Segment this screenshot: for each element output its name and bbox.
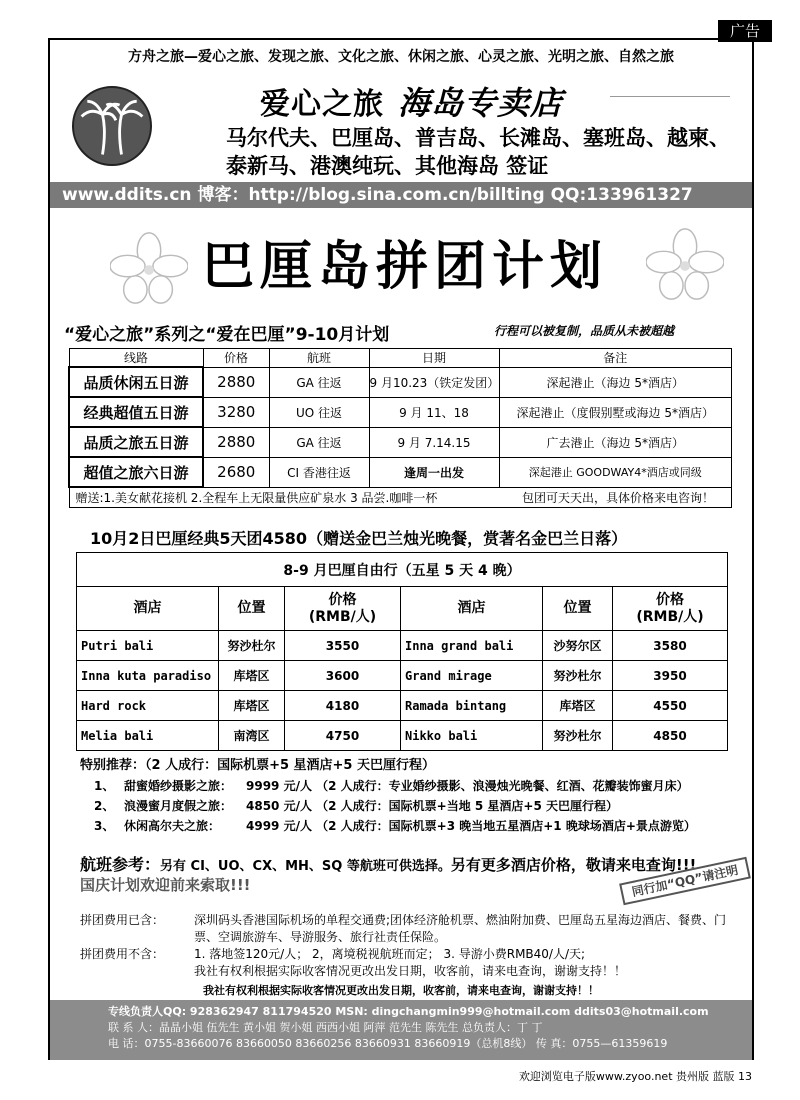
col-price: 价格 <box>203 349 269 368</box>
rights-notice: 我社有权利根据实际收客情况更改出发日期，收客前，请来电查询，谢谢支持！！ <box>203 984 599 997</box>
route-flight: UO 往返 <box>269 397 369 427</box>
hotel-location: 南湾区 <box>219 721 285 751</box>
hotel-location: 努沙杜尔 <box>543 721 613 751</box>
store-title <box>260 78 563 124</box>
col-route: 线路 <box>69 349 203 368</box>
route-flight: CI 香港往返 <box>269 457 369 487</box>
hotel-name: Hard rock <box>77 691 219 721</box>
flower-icon <box>110 232 188 304</box>
fees-section <box>80 912 740 980</box>
hotel-price: 4180 <box>285 691 401 721</box>
fee-excluded <box>80 946 740 980</box>
price-label: 价格 <box>328 591 357 608</box>
route-price: 2880 <box>203 367 269 397</box>
table-row <box>77 691 728 721</box>
hotel-location: 努沙杜尔 <box>219 631 285 661</box>
page-footer: 欢迎浏览电子版www.zyoo.net 贵州版 蓝版 13 <box>518 1070 752 1083</box>
route-price: 2880 <box>203 427 269 457</box>
ad-tag: 广告 <box>718 20 772 42</box>
tour-table-header <box>69 349 732 368</box>
url-bar: www.ddits.cn 博客：http://blog.sina.com.cn/billting QQ:133961327 <box>50 182 752 208</box>
plan-heading: “爱心之旅”系列之“爱在巴厘”9-10月计划 <box>64 325 390 345</box>
hotel-name: Putri bali <box>77 631 219 661</box>
hotel-table-caption-row <box>77 553 728 587</box>
flower-icon <box>646 228 724 300</box>
col-price <box>613 587 728 631</box>
item-index: 1、 <box>94 779 115 793</box>
route-flight: GA 往返 <box>269 367 369 397</box>
flight-reference <box>80 852 696 875</box>
hotel-name: Ramada bintang <box>401 691 543 721</box>
hotel-name: Inna kuta paradiso <box>77 661 219 691</box>
hotel-price: 3550 <box>285 631 401 661</box>
hotel-name: Inna grand bali <box>401 631 543 661</box>
hotel-price: 3950 <box>613 661 728 691</box>
fee-text: 深圳码头香港国际机场的单程交通费;团体经济舱机票、燃油附加费、巴厘岛五星海边酒店、餐费、门票、空调旅游车、导游服务、旅行社责任保险。 <box>194 913 727 944</box>
hotel-name: Melia bali <box>77 721 219 751</box>
table-row <box>77 661 728 691</box>
route-remark: 深起港止（海边 5*酒店） <box>499 367 732 397</box>
list-item <box>80 776 740 796</box>
table-row <box>69 397 732 427</box>
hotel-location: 库塔区 <box>219 661 285 691</box>
route-date: 9 月 11、18 <box>369 397 499 427</box>
item-label: 浪漫蜜月度假之旅： <box>124 799 233 813</box>
col-remark: 备注 <box>499 349 732 368</box>
route-remark: 深起港止（度假别墅或海边 5*酒店） <box>499 397 732 427</box>
fee-label: 拼团费用已含： <box>80 913 165 927</box>
gift-note: 包团可天天出，具体价格来电咨询！ <box>499 487 732 507</box>
list-item <box>80 796 740 816</box>
route-remark: 深起港止 GOODWAY4*酒店或同级 <box>499 457 732 487</box>
col-location: 位置 <box>543 587 613 631</box>
gift-text: 赠送:1.美女献花接机 2.全程车上无限量供应矿泉水 3 品尝.咖啡一杯 <box>69 487 499 507</box>
item-text: 4850 元/人 （2 人成行：国际机票+当地 5 星酒店+5 天巴厘行程） <box>246 799 619 813</box>
hotel-name: Grand mirage <box>401 661 543 691</box>
hotel-name: Nikko bali <box>401 721 543 751</box>
price-label: 价格 <box>656 591 684 608</box>
route-flight: GA 往返 <box>269 427 369 457</box>
item-label: 休闲高尔夫之旅： <box>124 819 221 833</box>
fee-text-block <box>194 946 740 980</box>
hotel-price: 4550 <box>613 691 728 721</box>
hotel-location: 努沙杜尔 <box>543 661 613 691</box>
col-flight: 航班 <box>269 349 369 368</box>
hotel-price: 3580 <box>613 631 728 661</box>
col-hotel: 酒店 <box>401 587 543 631</box>
advert-frame <box>48 38 754 1060</box>
price-unit: (RMB/人) <box>308 608 377 625</box>
contact-qq: 专线负责人QQ: 928362947 811794520 MSN: dingchangmin999@hotmail.com ddits03@hotmail.com <box>108 1005 709 1018</box>
fee-text: 1. 落地签120元/人； 2，离境税视航班而定； 3. 导游小费RMB40/人/天; <box>194 947 586 961</box>
plan-note: 行程可以被复制，品质从未被超越 <box>494 324 675 338</box>
destinations: 马尔代夫、巴厘岛、普吉岛、长滩岛、塞班岛、越柬、泰新马、港澳纯玩、其他海岛 签证 <box>226 126 730 178</box>
route-name: 品质休闲五日游 <box>69 367 203 397</box>
title-divider <box>610 96 730 97</box>
route-date: 9 月 7.14.15 <box>369 427 499 457</box>
fee-label: 拼团费用不含： <box>80 947 165 961</box>
gift-row <box>69 487 732 507</box>
col-date: 日期 <box>369 349 499 368</box>
table-row <box>69 367 732 397</box>
route-price: 3280 <box>203 397 269 427</box>
table-row <box>77 721 728 751</box>
price-unit: (RMB/人) <box>636 608 704 625</box>
item-index: 3、 <box>94 819 115 833</box>
route-name: 品质之旅五日游 <box>69 427 203 457</box>
hotel-price: 3600 <box>285 661 401 691</box>
route-name: 超值之旅六日游 <box>69 457 203 487</box>
list-item <box>80 816 740 836</box>
table-row <box>77 631 728 661</box>
october-offer: 10月2日巴厘经典5天团4580（赠送金巴兰烛光晚餐，赏著名金巴兰日落） <box>90 529 628 548</box>
special-recommend <box>80 756 740 836</box>
route-date: 逢周一出发 <box>369 457 499 487</box>
flight-more: 另有更多酒店价格，敬请来电查询!!! <box>450 856 697 874</box>
route-price: 2680 <box>203 457 269 487</box>
contact-phones: 电 话：0755-83660076 83660050 83660256 83660931 83660919（总机8线） 传 真：0755—61359619 <box>108 1037 668 1050</box>
store-name-b: 海岛专卖店 <box>398 84 564 122</box>
hotel-location: 沙努尔区 <box>543 631 613 661</box>
qq-stamp: 同行加“QQ”请注明 <box>619 857 751 906</box>
route-remark: 广去港止（海边 5*酒店） <box>499 427 732 457</box>
col-location: 位置 <box>219 587 285 631</box>
col-price <box>285 587 401 631</box>
table-row <box>69 427 732 457</box>
hotel-price: 4850 <box>613 721 728 751</box>
hotel-price: 4750 <box>285 721 401 751</box>
item-text: 4999 元/人 （2 人成行：国际机票+3 晚当地五星酒店+1 晚球场酒店+景点游览） <box>246 819 696 833</box>
table-row <box>69 457 732 487</box>
national-day-note: 国庆计划欢迎前来索取!!! <box>80 876 251 894</box>
fee-included <box>80 912 740 946</box>
contact-persons: 联 系 人：晶晶小姐 伍先生 黄小姐 贺小姐 西西小姐 阿萍 范先生 陈先生 总负责人：丁 丁 <box>108 1021 543 1034</box>
route-date: 9 月10.23（铁定发团） <box>369 367 499 397</box>
main-title: 巴厘岛拼团计划 <box>201 236 608 297</box>
route-name: 经典超值五日游 <box>69 397 203 427</box>
fee-text-note: 我社有权利根据实际收客情况更改出发日期，收客前，请来电查询，谢谢支持！！ <box>194 964 627 978</box>
contact-bar <box>50 1000 752 1060</box>
hotel-table-header <box>77 587 728 631</box>
item-label: 甜蜜婚纱摄影之旅： <box>124 779 233 793</box>
store-name-a: 爱心之旅 <box>260 87 384 122</box>
hotel-table <box>76 552 728 751</box>
col-hotel: 酒店 <box>77 587 219 631</box>
palm-logo-icon <box>72 86 152 166</box>
tour-table <box>68 348 732 508</box>
item-text: 9999 元/人 （2 人成行：专业婚纱摄影、浪漫烛光晚餐、红酒、花瓣装饰蜜月床） <box>246 779 689 793</box>
hotel-location: 库塔区 <box>219 691 285 721</box>
flight-key: 航班参考： <box>80 855 161 874</box>
flight-text: 另有 CI、UO、CX、MH、SQ 等航班可供选择。 <box>160 859 451 874</box>
special-title: 特别推荐：（2 人成行：国际机票+5 星酒店+5 天巴厘行程） <box>80 758 435 773</box>
hotel-table-caption: 8-9 月巴厘自由行（五星 5 天 4 晚） <box>77 553 728 587</box>
slogan: 方舟之旅—爱心之旅、发现之旅、文化之旅、休闲之旅、心灵之旅、光明之旅、自然之旅 <box>128 49 674 65</box>
hotel-location: 库塔区 <box>543 691 613 721</box>
item-index: 2、 <box>94 799 115 813</box>
